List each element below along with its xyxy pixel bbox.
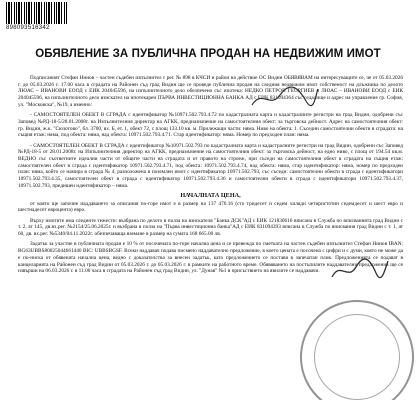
price-heading: НАЧАЛНАТА ЦЕНА, bbox=[180, 192, 241, 200]
paragraph-property-1: - САМОСТОЯТЕЛЕН ОБЕКТ В СГРАДА с идентификатор №10971.502.793.4.72 по кадастралната карта и кадастралните регистри на град Видин, одобрени със Заповед №РД-18-5/28.01.2008г. на Изпълнителния директор на АГКК, предназначение на самостоятелния обект: за търговска дейност. Адрес на самостоятелния обект: гр. Видин, ж.к. "Сюзотово", бл. 3700, вх. Б, ет. 1, обект 72, с площ 133.10 кв. м. Прилежащи части: няма. Ниво на обекта: 1. Съседни самостоятелни обекти в сградата: на същия етаж: няма, под обекта: няма, над обекта: 10971.502.793.4.71. Стар идентификатор: няма. Номер по предходен план: няма. bbox=[18, 112, 403, 139]
signature-icon bbox=[330, 255, 390, 283]
signature-mark-icon bbox=[250, 85, 320, 111]
paragraph-encumbrances: Върху имотите има следните тежести: възбрана по делото в полза на взискателя "Банка ДСК"АД с ЕИК 121830616 вписана в Служба по вписванията град Видин с т. 2, ат 145, дв.вх.рег. №2154/25.06.2025г. и възбрана в полза на "Първа инвестиционна банка"АД с ЕИК 831094393 вписана в Служба по вписвания град Видин с т. 1, ат 60, дв. вх.рег. №5340/04.11.2022г. обезпечаваща вземане в размер на сумата 168 665.00 лв. bbox=[18, 217, 403, 238]
paragraph-deposit: Задатък за участие в публичната продан е 10 % от посочената по-горе начална цена и се превежда по сметката на частен съдебен изпълнител Стефан Нинов IBAN: BG63UBBS80025044661440 BIC: UBBSBGSF. Всеки наддавач подава писмено наддавателно предложение, в което цената е посочена с цифри и с думи, която не може да е по-ниска от обявената начална цена, ведно с доказателства за внесен задатък, като предложението се поставя в запечатан плик. Предложенията се подават в канцеларията на Районен съд град Видин от 05.03.2026 г. до 05.03.2026 г. в рамките на работното време. Обявяването на постъпилите наддавателни предложения ще се извърши на 06.03.2026 г. в 11.00 часа в сградата на Районен съд град Видин, ул. "Дунав" №1 в присъствието на явилите се наддавачи. bbox=[18, 241, 403, 275]
paragraph-intro: Подписаният Стефан Нинов – частен съдебен изпълнител с рег. № 898 в КЧСИ и район на действие ОС Видин ОБЯВЯВАМ на интересуващите се, че от 05.03.2026 г. до 05.03.2026 г. 17.00 часа в сградата на Районен съд град Видин ще се проведе публична продан на следния недвижим имот собственост на длъжника по делото ЛЮАС – ИВАНОВИ ЕООД с ЕИК 204045596, на изпълнителното дело обезпечено със ипотека: НЕДКО ПЕТРОВ ГЕОРГИЕВ и ЛЮАС – ИВАНОВИ ЕООД с ЕИК 204045596, на изпълнителното дело взискател на ипотекарен ПЪРВА ИНВЕСТИЦИОННА БАНКА АД с ЕИК 831094364 със седалище и адрес на управление гр. София, ул. "Московска", №19, а именно: bbox=[18, 75, 403, 108]
paragraph-price: от която ще започне наддаването за описания по-горе имот е в размер на 137 476.16 (сто тридесет и седем хиляди четиристотин седемдесет и шест евро и шестнадесет евроцента) евро. bbox=[18, 200, 403, 214]
document-title: ОБЯВЛЕНИЕ ЗА ПУБЛИЧНА ПРОДАН НА НЕДВИЖИМ ИМОТ bbox=[35, 48, 381, 60]
document-body bbox=[18, 75, 403, 279]
paragraph-property-2: - САМОСТОЯТЕЛЕН ОБЕКТ В СГРАДА с идентификатор №10971.502.793 по кадастралната карта и кадастралните регистри на град Видин, одобрени със Заповед №РД-18-5 от 28.01.2008г. на Изпълнителния директор на АГКК, предназначение на самостоятелния обект: за търговска дейност, на едно ниво, с площ от 194.54 кв.м. ВЕДНО със съответните идеални части от общите части на сградата и от правото на строеж, при съседи на самостоятелния обект в сградата на същия етаж: самостоятелен обект в сграда с идентификатор 10971.502.793.4.71, под обекта: 10971.502.793.4.74, над обекта: няма, стар идентификатор: няма, номер по предходен план: няма, който се намира в сграда № 4, разположена в поземлен имот с идентификатор 10971.502.793, със съседи: самостоятелни обекти в сграда с идентификатори 10971.502.793.4.35, самостоятелен обект в сграда с идентификатор 10971.502.793.4.36 и самостоятелни обекти в сграда с идентификатори 10971.502.793.4.37, 10971.502.793, предишен идентификатор – няма. bbox=[18, 142, 403, 189]
official-stamp-icon bbox=[285, 285, 416, 400]
barcode-image bbox=[6, 2, 68, 24]
barcode-number: 898093516342 bbox=[6, 25, 50, 31]
